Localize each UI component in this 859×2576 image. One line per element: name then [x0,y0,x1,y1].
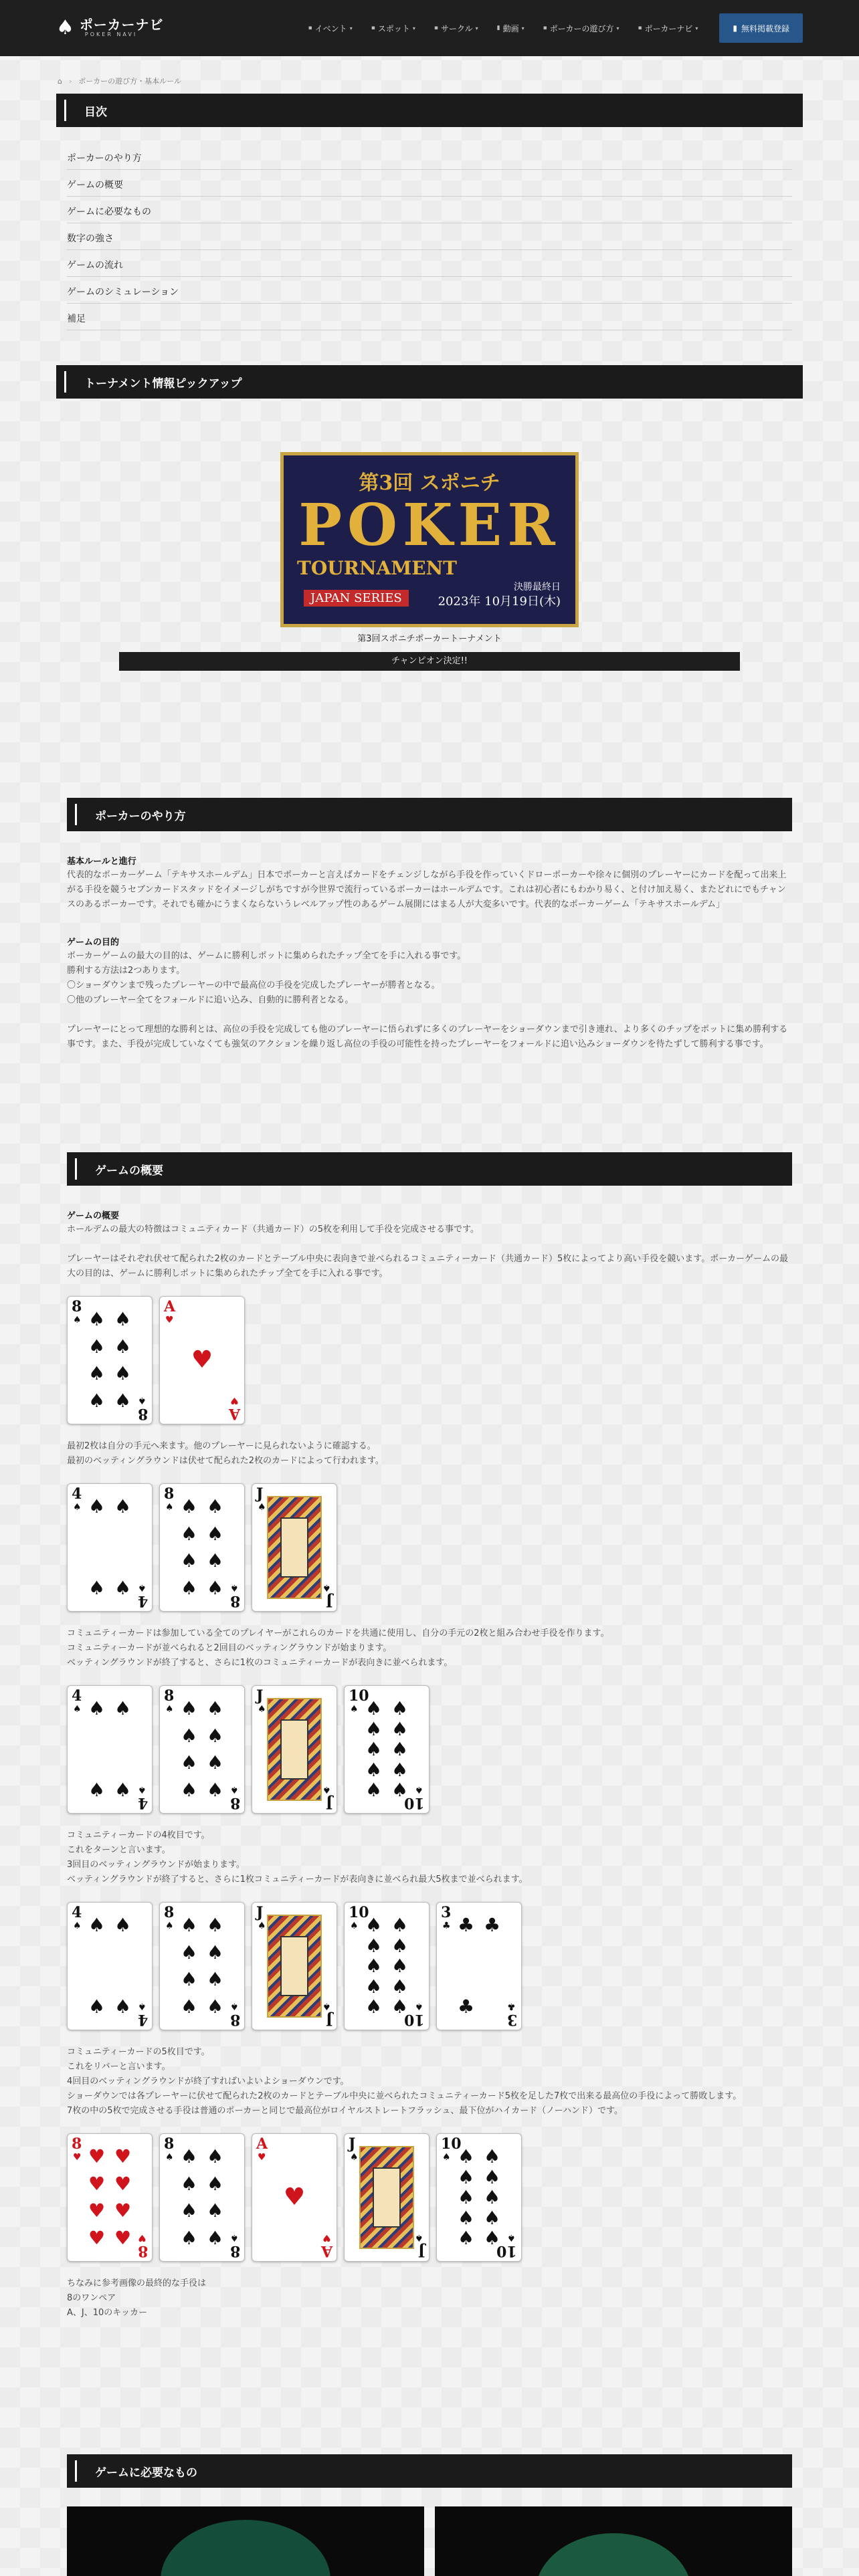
toc-item-game-flow[interactable]: ゲームの流れ [67,250,792,277]
suit-pip-icon: ♠ [483,2227,501,2249]
photo-row [67,2506,792,2576]
calendar-icon: ▪ [308,25,312,31]
chips-photo [435,2506,792,2576]
suit-pip-icon: ♠ [88,1697,106,1719]
card-rank: 4 [137,1592,148,1610]
nav-item-pokernavi[interactable]: ▪ ポーカーナビ ▾ [638,23,698,33]
suit-pip-icon: ♠ [391,1738,409,1760]
suit-pip-icon: ♠ [180,1751,198,1774]
suit-pip-icon: ♠ [483,2186,501,2208]
section-heading-howto: ポーカーのやり方 [67,798,792,831]
suit-pip-icon: ♣ [457,1914,475,1936]
face-card-art [359,2146,414,2249]
suit-pip-icon: ♠ [180,1724,198,1747]
suit-pip-icon: ♠ [457,2165,475,2188]
card-rank: 4 [72,1904,82,1921]
video-icon: ▮ [496,25,500,31]
card-rank: 10 [404,1794,425,1812]
card-row-river [67,1902,792,2030]
suit-pip-icon: ♠ [114,1577,132,1599]
main-nav [308,23,698,34]
card-rank: J [417,2242,425,2260]
card-rank: 10 [496,2242,517,2260]
playing-card [159,1902,245,2030]
suit-pip-icon: ♠ [114,1308,132,1330]
playing-card [159,1296,245,1424]
caret-down-icon: ▾ [521,25,524,31]
subheading-game-goal: ゲームの目的 [67,938,120,948]
suit-pip-icon: ♥ [114,2145,132,2167]
suit-pip-icon: ♠ [114,1362,132,1385]
card-suit-icon: ♠ [350,1704,359,1715]
suit-pip-icon: ♠ [180,1914,198,1936]
nav-item-spot[interactable]: ▪ スポット ▾ [371,23,415,33]
suit-pip-icon: ♠ [88,1389,106,1412]
card-rank: 8 [164,1904,175,1921]
card-rank: 10 [441,2135,462,2153]
suit-pip-icon: ♠ [206,1724,224,1747]
caret-down-icon: ▾ [349,25,353,31]
playing-card [159,2133,245,2262]
card-rank: J [256,1485,264,1503]
suit-pip-icon: ♠ [114,1389,132,1412]
book-icon: ▪ [543,25,547,31]
face-card-art [267,1698,322,1801]
suit-pip-icon: ♠ [206,1522,224,1545]
playing-card [67,1685,153,1814]
tournament-banner[interactable]: 第3回 スポニチ POKER TOURNAMENT JAPAN SERIES 決勝最終日 2023年 10月19日(木) [280,452,579,627]
card-suit-icon: ♣ [442,1921,451,1931]
suit-pip-icon: ♠ [180,2172,198,2195]
table-of-contents [56,143,803,330]
card-suit-icon: ♠ [350,2152,359,2163]
card-rank: J [349,2135,356,2153]
card-row-flop [67,1483,792,1612]
suit-pip-icon: ♠ [114,1697,132,1719]
suit-pip-icon: ♠ [206,1995,224,2018]
card-suit-icon: ♠ [165,1704,174,1715]
card-suit-icon: ♠ [73,1921,82,1931]
suit-pip-icon: ♥ [191,1346,213,1374]
card-suit-icon: ♠ [138,1395,147,1406]
suit-pip-icon: ♠ [180,1576,198,1599]
suit-pip-icon: ♥ [114,2199,132,2222]
suit-pip-icon: ♠ [457,2145,475,2167]
suit-pip-icon: ♠ [365,1934,383,1957]
info-icon: ▪ [638,25,642,31]
card-suit-icon: ♥ [322,2232,331,2243]
toc-item-howto[interactable]: ポーカーのやり方 [67,143,792,170]
playing-card [252,1902,337,2030]
card-rank: 8 [229,2011,240,2028]
caret-down-icon: ▾ [695,25,698,31]
article: ポーカーのやり方 基本ルールと進行 代表的なポーカーゲーム「テキサスホールデム」日本でポーカーと言えばカードをチェンジしながら手役を作っていくドローポーカーや徐々に個別のプレーヤーにカードを配って出来上がる手役を競うセブンカードスタッドをイメージしがちですが今世界で流行っているポーカーはホールデムです。これは初心者にもわかり易く、と付け加え易く、またどれにでもチャンスのあるポーカーです。それでも確かにうまくならないうレベルアップ性のあるゲーム展開にはまる人が大変多いです。代表的なポーカーゲーム「テキサスホールデム」 ゲームの目的 ポーカーゲームの最大の目的は、ゲームに勝利しポットに集められたチップ全てを手に入れる事です。 勝利する方法は2つあります。 〇ショーダウンまで残ったプレーヤーの中で最高位の手役を完成したプレーヤーが勝者となる。 〇他のプレーヤー全てをフォールドに追い込み、自動的に勝利者となる。 プレーヤーにとって理想的な勝利とは、高位の手役を完成しても他のプレーヤーに悟られずに多くのプレーヤーをショーダウンまで引き連れ、より多くのチップをポットに集め勝利する事です。また、手役が完成していなくても強気のアクションを繰り返し高位の手役の可能性を持ったプレーヤーをフォールドに追い込みショーダウンを待たずして勝利する事です。 ゲームの概要 ゲームの概要 ホールデムの最大の特徴はコミュニティカード（共通カード）の5枚を利用して手役を完成させる事です。 プレーヤーはそれぞれ伏せて配られた2枚のカードとテーブル中央に表向きで並べられるコミュニティーカード（共通カード）5枚によってより高い手役を競います。ポーカーゲームの最大の目的は、ゲームに勝利しポットに集められたチップ全てを手に入れる事です。 8 ♠ ♠ ♠ ♠ ♠ ♠ ♠ ♠ ♠ ♠ 8 A ♥ ♥ ♥ A 最初2枚は自分の手元へ来ます。他のプレーヤーに見られないように確認する。 最初のベッティングラウンドは伏せて配られた2枚のカードによって行われます。 4 ♠ ♠ ♠ ♠ ♠ ♠ 4 8 ♠ ♠ ♠ ♠ ♠ ♠ ♠ ♠ ♠ ♠ 8 J ♠ ♠ J コミュニティーカードは参加している全てのプレイヤーがこれらのカードを共通に使用し、自分の手元の2枚と組み合わせ手役を作ります。 コミュニティーカードが並べられると2回目のベッティングラウンドが始まります。 ベッティングラウンドが終了すると、さらに1枚のコミュニティーカードが表向きに並べられます。 4 ♠ ♠ ♠ ♠ ♠ ♠ 4 8 ♠ ♠ ♠ ♠ ♠ ♠ ♠ ♠ ♠ ♠ 8 J ♠ ♠ J 10 ♠ ♠ ♠ ♠ ♠ ♠ ♠ ♠ ♠ ♠ ♠ ♠ 10 コミュニティーカードの4枚目です。 これをターンと言います。 3回目のベッティングラウンドが始まります。 ベッティングラウンドが終了すると、さらに1枚コミュニティーカードが表向きに並べられ最大5枚まで並べられます。 4 ♠ ♠ ♠ ♠ ♠ ♠ 4 8 ♠ ♠ ♠ ♠ ♠ ♠ ♠ ♠ ♠ ♠ 8 J ♠ ♠ J 10 ♠ ♠ ♠ ♠ ♠ ♠ ♠ ♠ ♠ ♠ ♠ ♠ 10 3 ♣ ♣ ♣ ♣ ♣ 3 コミュニティーカードの5枚目です。 これをリバーと言います。 4回目のベッティングラウンドが終了すればいよいよショーダウンです。 ショーダウンでは各プレーヤーに伏せて配られた2枚のカードとテーブル中央に並べられたコミュニティーカード5枚を足した7枚で出来る最高位の手役によって勝敗します。 7枚の中の5枚で完成させる手役は普通のポーカーと同じで最高位がロイヤルストレートフラッシュ、最下位がハイカード（ノーハンド）です。 8 ♥ ♥ ♥ ♥ ♥ ♥ ♥ ♥ ♥ ♥ 8 8 ♠ ♠ ♠ ♠ ♠ ♠ ♠ ♠ ♠ ♠ 8 A ♥ ♥ ♥ A J ♠ ♠ J 10 ♠ ♠ ♠ ♠ ♠ ♠ ♠ ♠ ♠ ♠ ♠ ♠ 10 ちなみに参考画像の最終的な手役は 8のワンペア A、J、10のキッカー ゲームに必要なもの [67,798,792,2576]
card-suit-icon: ♠ [258,1921,266,1931]
suit-pip-icon: ♠ [457,2206,475,2229]
face-card-art [267,1496,322,1599]
suit-pip-icon: ♠ [391,1955,409,1977]
suit-pip-icon: ♠ [88,1914,106,1936]
card-suit-icon: ♠ [258,1704,266,1715]
toc-heading: 目次 [56,94,803,127]
card-suit-icon: ♠ [415,1784,423,1795]
card-suit-icon: ♥ [138,2232,147,2243]
playing-card [344,2133,430,2262]
suit-pip-icon: ♠ [206,1941,224,1963]
card-rank: J [325,1794,332,1812]
card-rank: 10 [349,1687,369,1705]
suit-pip-icon: ♠ [206,1914,224,1936]
card-rank: 10 [349,1904,369,1921]
breadcrumb-current: ポーカーの遊び方・基本ルール [78,77,181,86]
card-rank: A [164,1298,176,1315]
suit-pip-icon: ♠ [206,2172,224,2195]
card-rank: 8 [72,1298,82,1315]
suit-pip-icon: ♠ [206,1697,224,1719]
card-rank: 8 [229,1592,240,1610]
suit-pip-icon: ♠ [206,1968,224,1991]
card-rank: 4 [137,1794,148,1812]
suit-pip-icon: ♠ [365,1779,383,1801]
suit-pip-icon: ♠ [391,1717,409,1740]
poker-table-photo [67,2506,424,2576]
playing-card [436,2133,522,2262]
card-suit-icon: ♥ [73,2152,82,2163]
suit-pip-icon: ♥ [88,2172,106,2195]
site-header [0,0,859,56]
toc-item-overview[interactable]: ゲームの概要 [67,170,792,197]
card-suit-icon: ♠ [258,1502,266,1513]
suit-pip-icon: ♠ [114,1495,132,1517]
card-rank: 4 [72,1485,82,1503]
suit-pip-icon: ♠ [483,2145,501,2167]
card-suit-icon: ♠ [442,2152,451,2163]
suit-pip-icon: ♥ [114,2172,132,2195]
playing-card [159,1483,245,1612]
suit-pip-icon: ♠ [206,1495,224,1517]
playing-card [67,1483,153,1612]
suit-pip-icon: ♠ [206,1576,224,1599]
card-suit-icon: ♣ [507,2001,516,2012]
card-rank: J [325,1592,332,1610]
nav-item-video[interactable]: ▮ 動画 ▾ [496,23,524,33]
playing-card [67,1296,153,1424]
card-rank: 8 [229,1794,240,1812]
card-rank: 8 [137,1405,148,1422]
playing-card [159,1685,245,1814]
card-suit-icon: ♠ [73,1502,82,1513]
suit-pip-icon: ♥ [114,2226,132,2249]
card-suit-icon: ♠ [165,2152,174,2163]
suit-pip-icon: ♠ [206,1778,224,1801]
toc-item-number-strength[interactable]: 数字の強さ [67,223,792,250]
suit-pip-icon: ♠ [483,2206,501,2229]
section-heading-overview: ゲームの概要 [67,1152,792,1186]
suit-pip-icon: ♠ [206,2226,224,2249]
suit-pip-icon: ♥ [88,2226,106,2249]
suit-pip-icon: ♠ [206,2199,224,2222]
suit-pip-icon: ♠ [391,1779,409,1801]
breadcrumb [0,56,859,94]
suit-pip-icon: ♠ [483,2165,501,2188]
suit-pip-icon: ♣ [457,1996,475,2018]
suit-pip-icon: ♣ [483,1914,501,1936]
suit-pip-icon: ♠ [180,1941,198,1963]
playing-card [436,1902,522,2030]
card-rank: J [325,2011,332,2028]
logo-main-text: ポーカーナビ [79,17,164,33]
card-rank: 3 [441,1904,452,1921]
chevron-right-icon: › [68,76,72,86]
suit-pip-icon: ♠ [88,1335,106,1358]
card-suit-icon: ♠ [138,1784,147,1795]
suit-pip-icon: ♠ [457,2227,475,2249]
suit-pip-icon: ♠ [180,1495,198,1517]
suit-pip-icon: ♠ [365,1955,383,1977]
suit-pip-icon: ♠ [206,1549,224,1572]
toc-item-simulation[interactable]: ゲームのシミュレーション [67,277,792,304]
suit-pip-icon: ♠ [365,1717,383,1740]
card-rank: 3 [506,2011,517,2028]
card-suit-icon: ♠ [230,1582,239,1593]
suit-pip-icon: ♥ [88,2145,106,2167]
suit-pip-icon: ♠ [365,1975,383,1998]
card-rank: 4 [137,2011,148,2028]
suit-pip-icon: ♠ [206,1751,224,1774]
paragraph: 代表的なポーカーゲーム「テキサスホールデム」日本でポーカーと言えばカードをチェンジしながら手役を作っていくドローポーカーや徐々に個別のプレーヤーにカードを配って出来上がる手役を競うセブンカードスタッドをイメージしがちですが今世界で流行っているポーカーはホールデムです。これは初心者にもわかり易く、と付け加え易く、またどれにでもチャンスのあるポーカーです。それでも確かにうまくならないうレベルアップ性のあるゲーム展開にはまる人が大変多いです。代表的なポーカーゲーム「テキサスホールデム」 [67,870,787,909]
card-rank: 8 [164,1485,175,1503]
card-rank: 8 [137,2242,148,2260]
face-card-art [267,1915,322,2018]
suit-pip-icon: ♠ [391,1996,409,2018]
suit-pip-icon: ♠ [180,1778,198,1801]
suit-pip-icon: ♠ [180,2199,198,2222]
suit-pip-icon: ♠ [88,1362,106,1385]
playing-card [252,2133,337,2262]
card-suit-icon: ♠ [138,2001,147,2012]
suit-pip-icon: ♠ [180,2226,198,2249]
main-content [56,94,803,671]
card-rank: J [256,1687,264,1705]
suit-pip-icon: ♠ [365,1996,383,2018]
free-register-button[interactable]: ▮ 無料掲載登録 [719,13,803,43]
suit-pip-icon: ♠ [180,1522,198,1545]
card-suit-icon: ♠ [230,2232,239,2243]
toc-item-required[interactable]: ゲームに必要なもの [67,197,792,223]
suit-pip-icon: ♠ [88,1996,106,2018]
card-suit-icon: ♠ [73,1704,82,1715]
suit-pip-icon: ♠ [391,1934,409,1957]
card-rank: 8 [164,2135,175,2153]
suit-pip-icon: ♠ [365,1758,383,1781]
nav-item-circle[interactable]: ▪ サークル ▾ [434,23,478,33]
card-rank: A [228,1405,240,1422]
paragraph: プレーヤーにとって理想的な勝利とは、高位の手役を完成しても他のプレーヤーに悟られずに多くのプレーヤーをショーダウンまで引き連れ、より多くのチップをポットに集め勝利する事です。また、手役が完成していなくても強気のアクションを繰り返し高位の手役の可能性を持ったプレーヤーをフォールドに追い込みショーダウンを待たずして勝利する事です。 [67,1025,788,1049]
nav-item-howto[interactable]: ▪ ポーカーの遊び方 ▾ [543,23,619,33]
card-rank: A [256,2135,268,2153]
card-row-turn [67,1685,792,1814]
subheading-overview: ゲームの概要 [67,1211,120,1221]
pickup-heading: トーナメント情報ピックアップ [56,365,803,399]
card-suit-icon: ♠ [415,2001,423,2012]
suit-pip-icon: ♠ [114,1335,132,1358]
suit-pip-icon: ♠ [88,1308,106,1330]
suit-pip-icon: ♠ [88,1779,106,1801]
suit-pip-icon: ♠ [88,1495,106,1517]
card-suit-icon: ♠ [230,1784,239,1795]
playing-card [252,1685,337,1814]
card-suit-icon: ♠ [322,1784,331,1795]
suit-pip-icon: ♠ [365,1914,383,1936]
suit-pip-icon: ♠ [180,1995,198,2018]
suit-pip-icon: ♠ [114,1914,132,1936]
card-rank: 4 [72,1687,82,1705]
section-heading-required: ゲームに必要なもの [67,2454,792,2488]
playing-card [344,1685,430,1814]
card-suit-icon: ♠ [350,1921,359,1931]
suit-pip-icon: ♠ [206,2145,224,2167]
suit-pip-icon: ♠ [391,1914,409,1936]
card-rank: 8 [72,2135,82,2153]
logo-sub-text: POKER NAVI [84,31,138,38]
card-suit-icon: ♥ [230,1395,239,1406]
edit-icon: ▮ [733,23,737,33]
card-rank: J [256,1904,264,1921]
card-suit-icon: ♠ [138,1582,147,1593]
champion-button[interactable]: チャンピオン決定!! [119,652,740,671]
suit-pip-icon: ♠ [180,2145,198,2167]
caret-down-icon: ▾ [616,25,619,31]
card-suit-icon: ♠ [165,1502,174,1513]
suit-pip-icon: ♥ [283,2183,306,2211]
card-suit-icon: ♠ [230,2001,239,2012]
suit-pip-icon: ♠ [365,1738,383,1760]
playing-card [67,2133,153,2262]
card-suit-icon: ♥ [165,1315,174,1325]
card-suit-icon: ♠ [165,1921,174,1931]
suit-pip-icon: ♠ [391,1758,409,1781]
suit-pip-icon: ♠ [180,1968,198,1991]
suit-pip-icon: ♠ [114,1996,132,2018]
caret-down-icon: ▾ [475,25,478,31]
suit-pip-icon: ♥ [88,2199,106,2222]
card-rank: 8 [164,1687,175,1705]
home-icon[interactable]: ⌂ [58,76,62,86]
card-rank: 8 [229,2242,240,2260]
group-icon: ▪ [434,25,438,31]
spade-logo-icon: ♠ [56,16,74,39]
pin-icon: ▪ [371,25,375,31]
card-suit-icon: ♠ [322,1582,331,1593]
suit-pip-icon: ♠ [391,1697,409,1719]
suit-pip-icon: ♠ [457,2186,475,2208]
playing-card [344,1902,430,2030]
suit-pip-icon: ♠ [114,1779,132,1801]
subheading-basic-rules: 基本ルールと進行 [67,857,136,867]
suit-pip-icon: ♠ [180,1549,198,1572]
suit-pip-icon: ♠ [88,1577,106,1599]
suit-pip-icon: ♠ [365,1697,383,1719]
playing-card [67,1902,153,2030]
nav-item-event[interactable]: ▪ イベント ▾ [308,23,353,33]
suit-pip-icon: ♠ [180,1697,198,1719]
card-suit-icon: ♠ [73,1315,82,1325]
playing-card [252,1483,337,1612]
card-suit-icon: ♥ [258,2152,266,2163]
toc-item-supplement[interactable]: 補足 [67,304,792,330]
card-suit-icon: ♠ [322,2001,331,2012]
card-suit-icon: ♠ [507,2232,516,2243]
card-row-final [67,2133,792,2262]
caret-down-icon: ▾ [412,25,415,31]
card-suit-icon: ♠ [415,2232,423,2243]
banner-caption[interactable]: 第3回スポニチポーカートーナメント [357,634,502,644]
site-logo[interactable] [56,18,164,38]
card-rank: A [320,2242,332,2260]
card-row-hole [67,1296,792,1424]
suit-pip-icon: ♠ [391,1975,409,1998]
card-rank: 10 [404,2011,425,2028]
